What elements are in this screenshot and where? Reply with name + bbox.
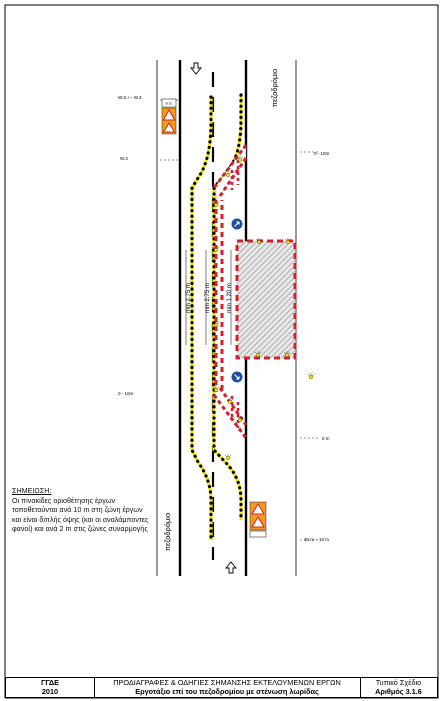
dim-label-w1: W.S.I – W.3 <box>118 95 142 100</box>
sidewalk-label-top: πεζοδρόμιο <box>270 68 279 108</box>
worksite-area <box>237 241 295 358</box>
keep-right-sign-icon <box>232 219 243 230</box>
dim-label-bottom-right: 30 m – 10 m <box>304 537 330 542</box>
title-block-org <box>6 678 95 697</box>
title-block <box>5 677 438 698</box>
sign-panel-text: S.S. <box>165 101 173 106</box>
lower-taper-barriers <box>214 388 246 438</box>
drawing-number: Αριθμός 3.1.6 <box>375 686 422 696</box>
title-block-title <box>94 678 361 697</box>
temporary-marking-left <box>192 97 211 540</box>
arrow-down-icon <box>191 63 201 74</box>
drawing-title: Εργοτάξιο επί του πεζοδρομίου με στένωση λωρίδας <box>135 686 319 696</box>
dim-label-w2: W.3 <box>120 156 128 161</box>
upper-taper-barriers <box>214 145 246 200</box>
sidewalk-label-bottom: πεζοδρόμιο <box>163 512 172 552</box>
dim-label-left: 0 - 10m <box>118 391 134 396</box>
warning-lamp-icon <box>225 454 231 460</box>
org-name: ΓΓΔΕ <box>40 678 60 688</box>
dim-label-275-a: min 2.75 m <box>186 283 192 313</box>
arrow-up-icon <box>226 562 236 573</box>
roadworks-sign-top <box>162 99 176 134</box>
dim-label-0m: 0 m <box>322 436 330 441</box>
note-box <box>12 486 152 534</box>
temporary-marking-left-dots <box>192 97 211 540</box>
warning-lamp-icon <box>308 373 314 379</box>
spec-title: ΠΡΟΔΙΑΓΡΑΦΕΣ & ΟΔΗΓΙΕΣ ΣΗΜΑΝΣΗΣ ΕΚΤΕΛΟΥΜΕΝΩΝ ΕΡΓΩΝ <box>113 678 341 688</box>
dim-label-top-right: 0 - 10m <box>314 151 330 156</box>
drawing-type: Τυπικό Σχέδιο <box>375 678 422 688</box>
note-title: ΣΗΜΕΙΩΣΗ: <box>12 486 52 495</box>
roadworks-sign-bottom <box>250 502 266 537</box>
dim-label-275-b: min 2.75 m <box>205 283 211 313</box>
dim-label-120: min 1.20 m <box>227 283 233 313</box>
note-body: Οι πινακίδες οριοθέτησης έργων τοποθετούνται ανά 10 m στη ζώνη έργων και είναι διπλής όψης (και οι αναλάμποντες φανοί) και ανά 2 m στις ζώνες συναρμογής <box>12 495 149 534</box>
org-year: 2010 <box>41 686 59 696</box>
keep-right-sign-icon <box>232 372 243 383</box>
title-block-number <box>360 678 437 697</box>
